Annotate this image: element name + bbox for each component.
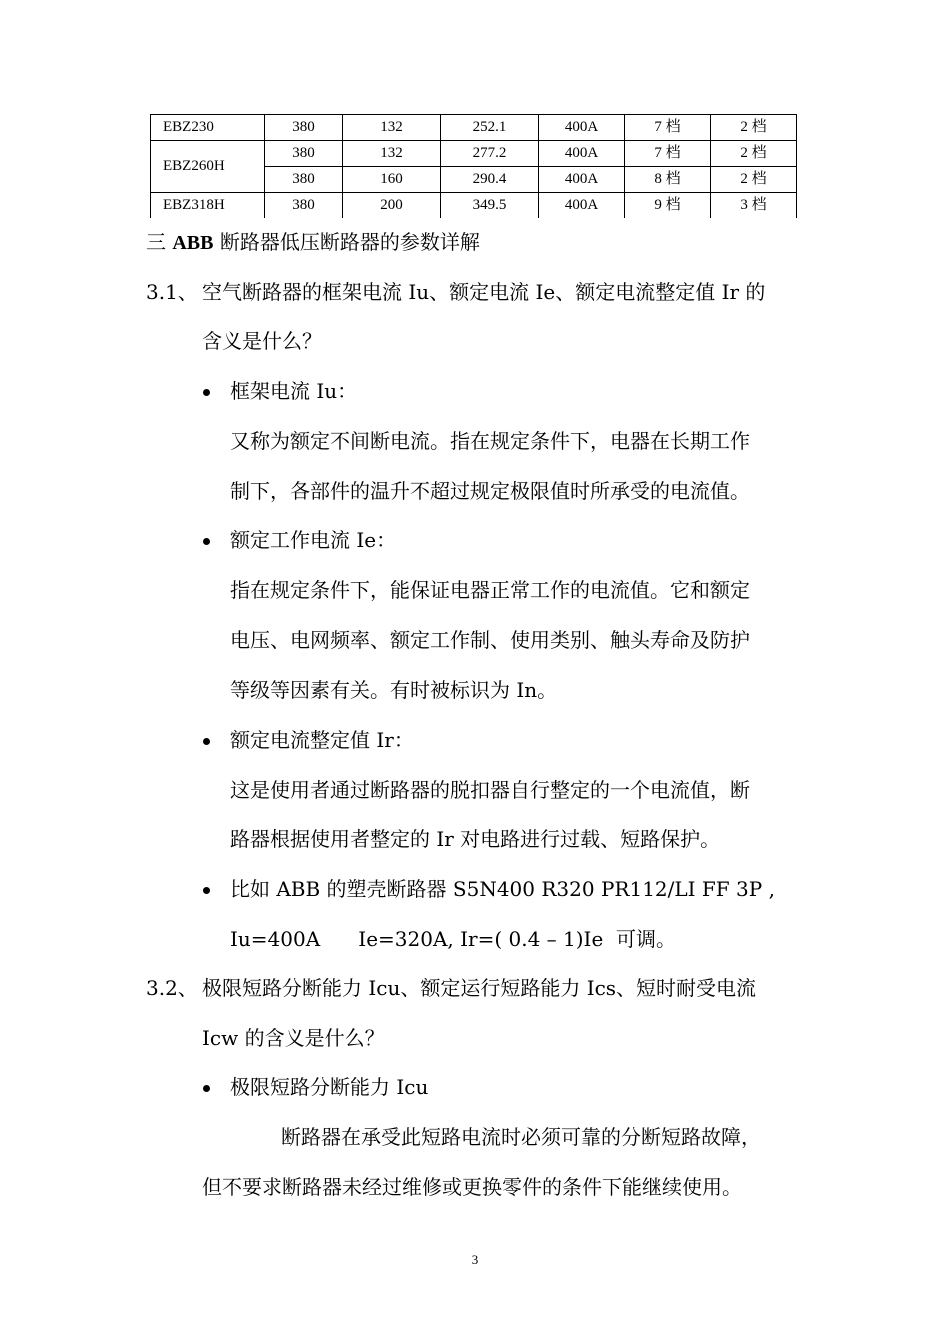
table-cell: 380 [265,141,343,167]
table-cell: 380 [265,167,343,193]
table-cell: 132 [343,141,441,167]
table-cell: 290.4 [441,167,539,193]
bullet-icon [203,738,210,745]
table-cell: 400A [539,193,625,219]
table-cell: 132 [343,115,441,141]
paragraph-line: 又称为额定不间断电流。指在规定条件下，电器在长期工作 [230,429,750,453]
section-heading-rest: 断路器低压断路器的参数详解 [213,230,480,254]
table-cell: 2 档 [711,167,797,193]
bullet-icon [203,538,210,545]
question-number: 3.1、 [146,280,198,304]
paragraph-line: 制下，各部件的温升不超过规定极限值时所承受的电流值。 [230,479,750,503]
page-number: 3 [471,1252,479,1267]
table-cell: 349.5 [441,193,539,219]
table-cell: 9 档 [625,193,711,219]
paragraph-line: 电压、电网频率、额定工作制、使用类别、触头寿命及防护 [230,628,750,652]
question-text: 极限短路分断能力 Icu、额定运行短路能力 Ics、短时耐受电流 [202,976,757,1000]
table-cell: EBZ318H [151,193,265,219]
table-cell: 252.1 [441,115,539,141]
bullet-title: 额定电流整定值 Ir： [230,728,414,752]
table-row [151,193,797,219]
paragraph-line: 但不要求断路器未经过维修或更换零件的条件下能继续使用。 [202,1175,742,1199]
table-cell: 3 档 [711,193,797,219]
table-cell: 380 [265,115,343,141]
table-cell: EBZ260H [151,141,265,193]
paragraph-line: 等级等因素有关。有时被标识为 In。 [230,678,558,702]
spec-table [150,114,797,218]
section-heading [146,230,480,255]
table-cell: 380 [265,193,343,219]
table-row [151,115,797,141]
table-cell: 200 [343,193,441,219]
bullet-icon [203,389,210,396]
question-number: 3.2、 [146,976,198,1000]
paragraph-line: 这是使用者通过断路器的脱扣器自行整定的一个电流值，断 [230,778,750,802]
question-text: 含义是什么？ [202,329,322,353]
paragraph-line: Iu=400A Ie=320A, Ir=( 0.4 – 1)Ie 可调。 [230,927,677,951]
table-cell: 7 档 [625,115,711,141]
paragraph-line: 断路器在承受此短路电流时必须可靠的分断短路故障， [281,1125,761,1149]
section-heading-bold: ABB [172,232,214,254]
paragraph-line: 指在规定条件下，能保证电器正常工作的电流值。它和额定 [230,578,750,602]
bullet-icon [203,887,210,894]
table-cell: 2 档 [711,141,797,167]
table-cell: 277.2 [441,141,539,167]
table-cell: 160 [343,167,441,193]
bullet-title: 框架电流 Iu： [230,379,358,403]
paragraph-line: 比如 ABB 的塑壳断路器 S5N400 R320 PR112/LI FF 3P , [230,877,775,901]
bullet-title: 极限短路分断能力 Icu [230,1075,429,1099]
question-text: 空气断路器的框架电流 Iu、额定电流 Ie、额定电流整定值 Ir 的 [202,280,766,304]
table-cell: 400A [539,115,625,141]
table-cell: 400A [539,141,625,167]
question-text: Icw 的含义是什么？ [202,1026,385,1050]
table-cell: 7 档 [625,141,711,167]
table-cell: 8 档 [625,167,711,193]
bullet-title: 额定工作电流 Ie： [230,528,397,552]
section-heading-prefix: 三 [146,230,173,254]
bullet-icon [203,1085,210,1092]
table-row [151,141,797,167]
paragraph-line: 路器根据使用者整定的 Ir 对电路进行过载、短路保护。 [230,827,721,851]
table-cell: 400A [539,167,625,193]
table-cell: EBZ230 [151,115,265,141]
table-cell: 2 档 [711,115,797,141]
